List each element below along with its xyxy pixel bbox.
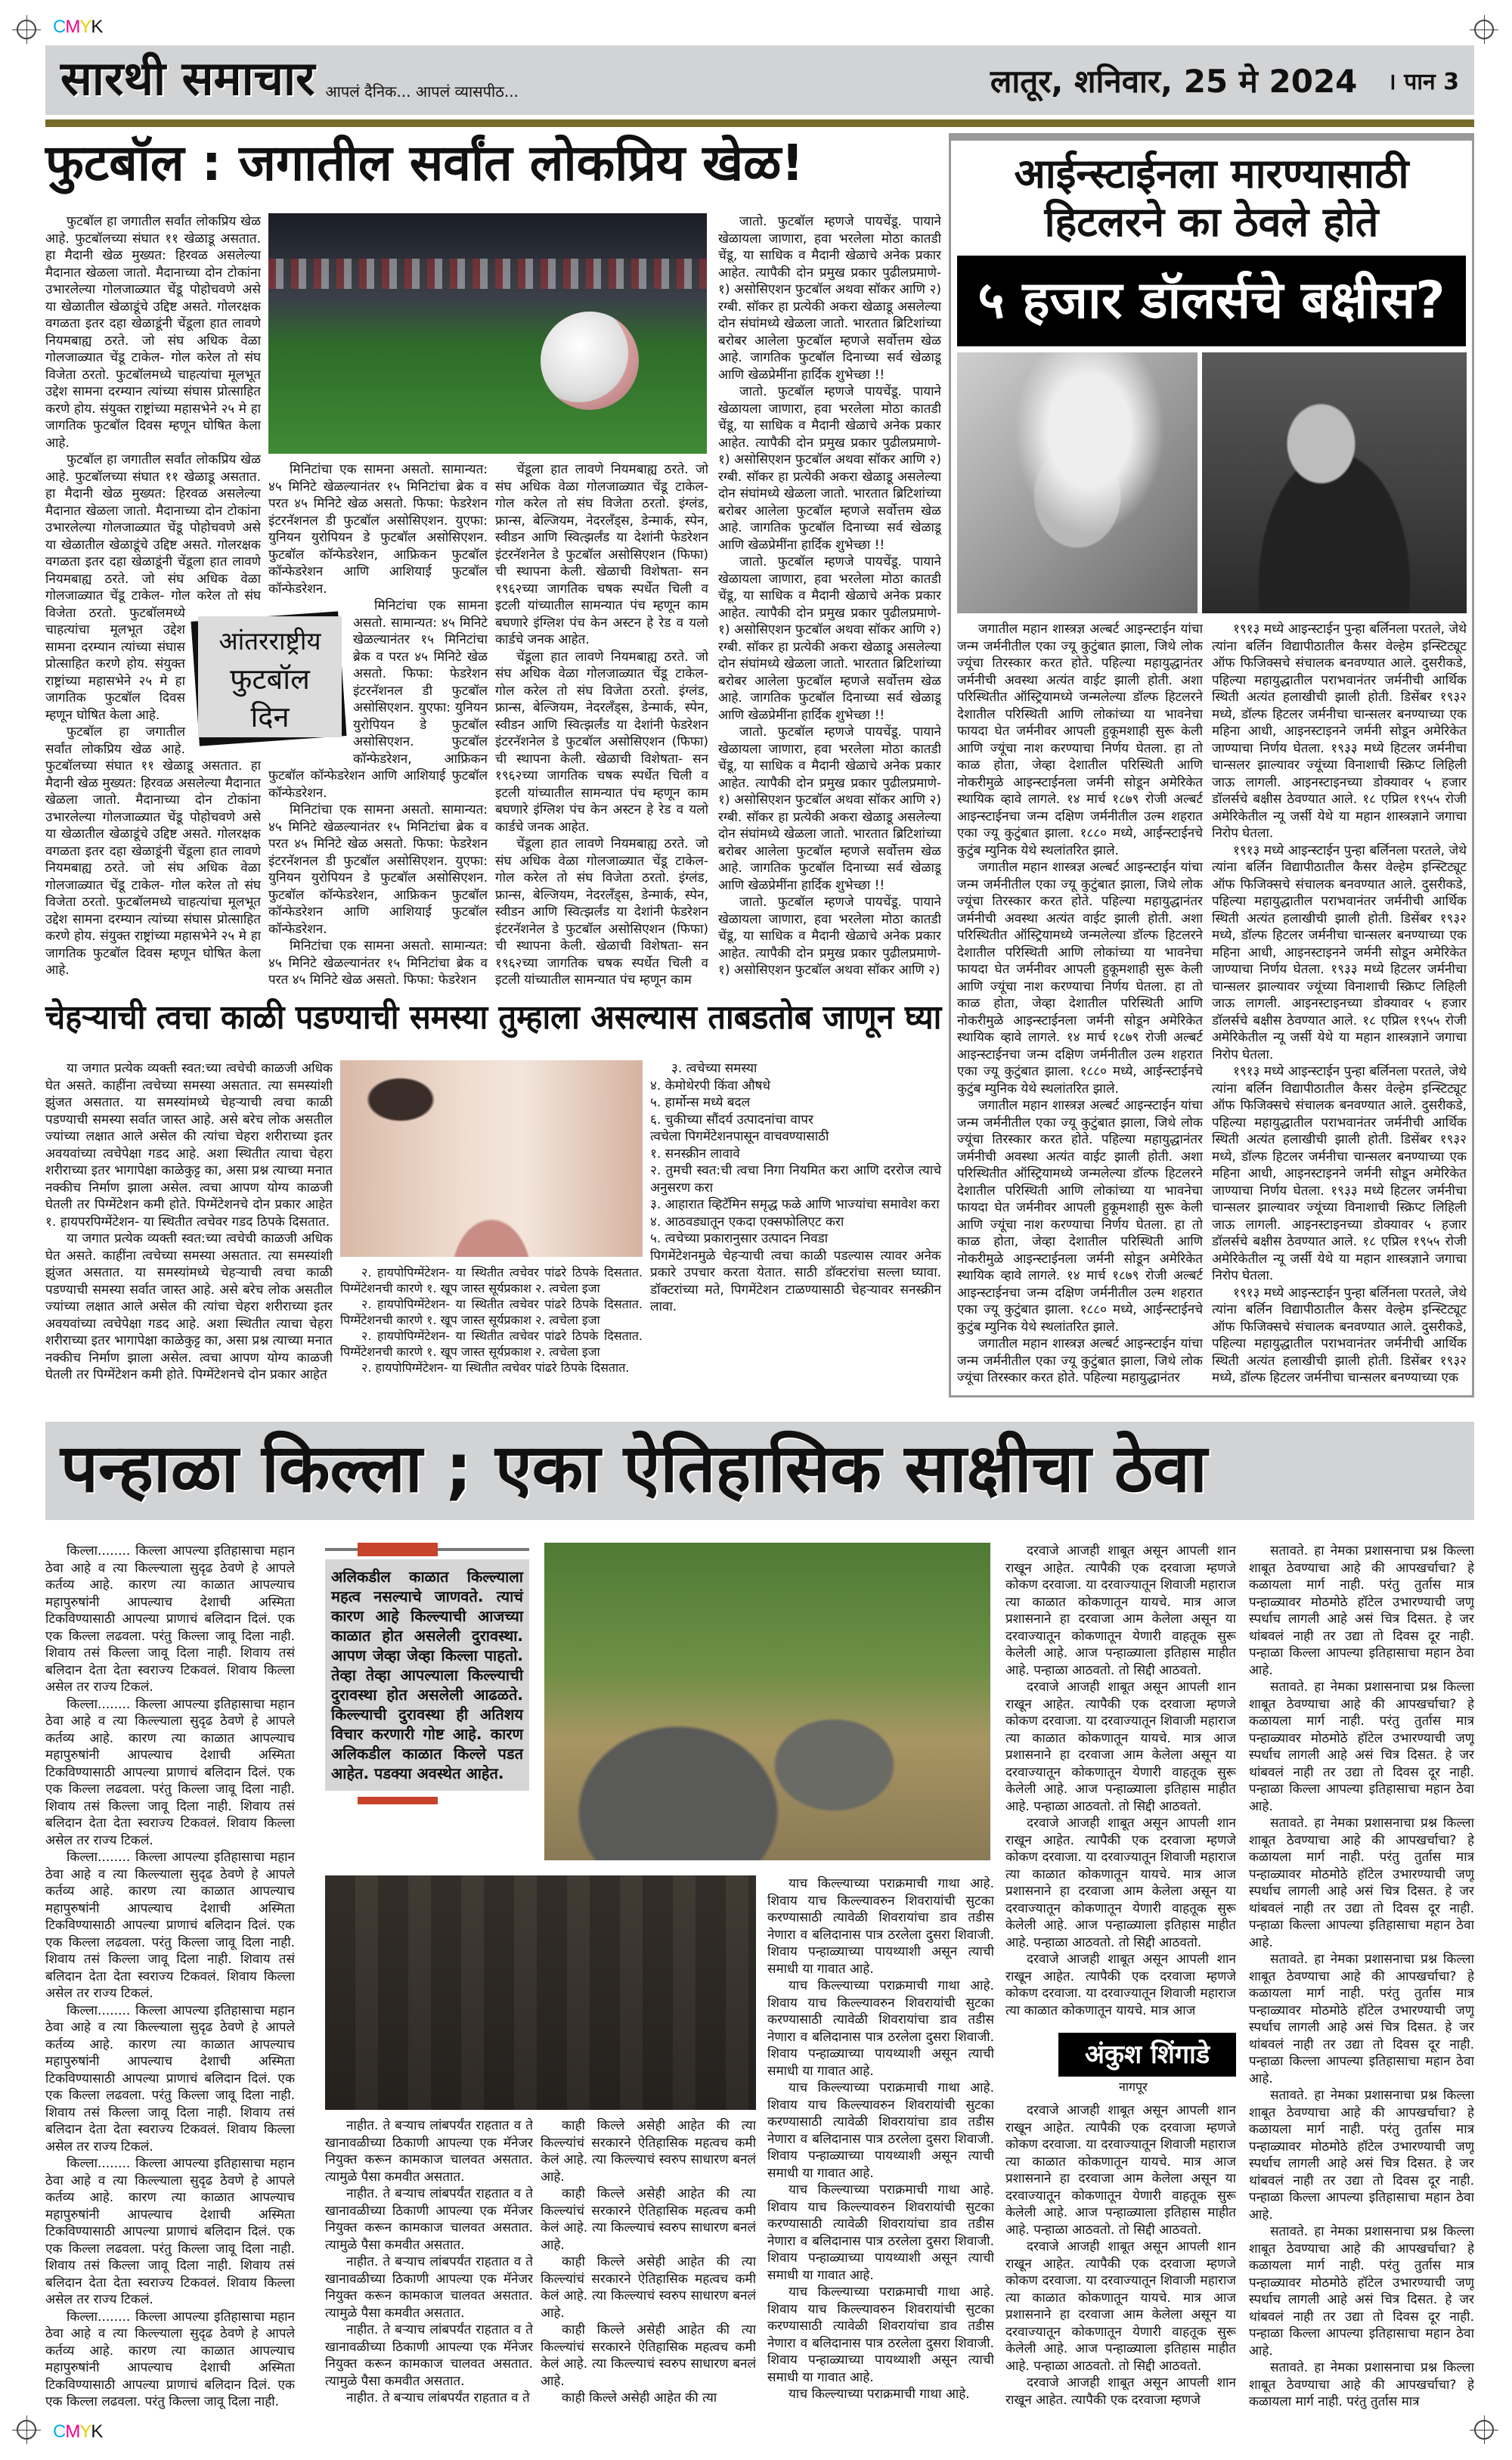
skin-headline: चेहऱ्याची त्वचा काळी पडण्याची समस्या तुम्हाला असल्यास ताबडतोब जाणून घ्या bbox=[45, 998, 942, 1037]
skin-col-3: ३. त्वचेच्या समस्या ४. केमोथेरपी किंवा औषधे ५. हार्मोन्स मध्ये बदल ६. चुकीच्या सौंदर्य उत्पादनांचा वापर त्वचेला पिगमेंटेशनपासून वाचवण्यासाठी १. सनस्क्रीन लावावे २. तुमची स्वत:ची त्वचा निगा नियमित करा आणि दररोज त्याचे अनुसरण करा ३. आहारात व्हिटॅमिन समृद्ध फळे आणि भाज्यांचा समावेश करा ४. आठवड्यातून एकदा एक्सफोलिएट करा ५. त्वचेच्या प्रकारानुसार उत्पादन निवडा पिगमेंटेशनमुळे चेहऱ्याची त्वचा काळी पडल्यास त्यावर अनेक प्रकारे उपचार करता येतात. साठी डॉक्टरांचा सल्ला घ्यावा. डॉक्टरांच्या मते, पिगमेंटेशन टाळण्यासाठी चेहऱ्यावर सनस्क्रीन लावा. bbox=[650, 1061, 941, 1314]
football-ball bbox=[541, 312, 639, 410]
masthead-left bbox=[60, 45, 519, 115]
masthead-right bbox=[990, 45, 1459, 115]
registration-mark bbox=[1474, 2420, 1494, 2440]
cmyk-mark: CMYK bbox=[53, 2421, 103, 2442]
fort-col-6: सतावते. हा नेमका प्रशासनाचा प्रश्न किल्ला शाबूत ठेवण्याचा आहे की आपखर्चाचा? हे कळायला मार्ग नाही. परंतु तुर्तास मात्र पन्हाळ्यावर मोठमोठे हॉटेल उभारण्याची जणू स्पर्धाच लागली आहे असं चित्र दिसत. हे जर थांबवलं नाही तर उद्या तो दिवस दूर नाही. पन्हाळा किल्ला आपल्या इतिहासाचा महान ठेवा आहे. सतावते. हा नेमका प्रशासनाचा प्रश्न किल्ला शाबूत ठेवण्याचा आहे की आपखर्चाचा? हे कळायला मार्ग नाही. परंतु तुर्तास मात्र पन्हाळ्यावर मोठमोठे हॉटेल उभारण्याची जणू स्पर्धाच लागली आहे असं चित्र दिसत. हे जर थांबवलं नाही तर उद्या तो दिवस दूर नाही. पन्हाळा किल्ला आपल्या इतिहासाचा महान ठेवा आहे. सतावते. हा नेमका प्रशासनाचा प्रश्न किल्ला शाबूत ठेवण्याचा आहे की आपखर्चाचा? हे कळायला मार्ग नाही. परंतु तुर्तास मात्र पन्हाळ्यावर मोठमोठे हॉटेल उभारण्याची जणू स्पर्धाच लागली आहे असं चित्र दिसत. हे जर थांबवलं नाही तर उद्या तो दिवस दूर नाही. पन्हाळा किल्ला आपल्या इतिहासाचा महान ठेवा आहे. सतावते. हा नेमका प्रशासनाचा प्रश्न किल्ला शाबूत ठेवण्याचा आहे की आपखर्चाचा? हे कळायला मार्ग नाही. परंतु तुर्तास मात्र पन्हाळ्यावर मोठमोठे हॉटेल उभारण्याची जणू स्पर्धाच लागली आहे असं चित्र दिसत. हे जर थांबवलं नाही तर उद्या तो दिवस दूर नाही. पन्हाळा किल्ला आपल्या इतिहासाचा महान ठेवा आहे. सतावते. हा नेमका प्रशासनाचा प्रश्न किल्ला शाबूत ठेवण्याचा आहे की आपखर्चाचा? हे कळायला मार्ग नाही. परंतु तुर्तास मात्र पन्हाळ्यावर मोठमोठे हॉटेल उभारण्याची जणू स्पर्धाच लागली आहे असं चित्र दिसत. हे जर थांबवलं नाही तर उद्या तो दिवस दूर नाही. पन्हाळा किल्ला आपल्या इतिहासाचा महान ठेवा आहे. सतावते. हा नेमका प्रशासनाचा प्रश्न किल्ला शाबूत ठेवण्याचा आहे की आपखर्चाचा? हे कळायला मार्ग नाही. परंतु तुर्तास मात्र पन्हाळ्यावर मोठमोठे हॉटेल उभारण्याची जणू स्पर्धाच लागली आहे असं चित्र दिसत. हे जर थांबवलं नाही तर उद्या तो दिवस दूर नाही. पन्हाळा किल्ला आपल्या इतिहासाचा महान ठेवा आहे. सतावते. हा नेमका प्रशासनाचा प्रश्न किल्ला शाबूत ठेवण्याचा आहे की आपखर्चाचा? हे कळायला मार्ग नाही. परंतु तुर्तास मात्र bbox=[1249, 1543, 1474, 2409]
fort-headline-band bbox=[45, 1422, 1474, 1520]
fort-col-5: दरवाजे आजही शाबूत असून आपली शान राखून आहेत. त्यापैकी एक दरवाजा म्हणजे कोकण दरवाजा. या दरवाज्यातून शिवाजी महाराज त्या काळात कोकणातून यायचे. मात्र आज प्रशासनाने हा दरवाजा आम केलेला असून या दरवाज्यातून कोकणातून येणारी वाहतूक सुरू केलेली आहे. आज पन्हाळ्याला इतिहास माहीत आहे. पन्हाळा आठवतो. तो सिद्दी आठवतो. दरवाजे आजही शाबूत असून आपली शान राखून आहेत. त्यापैकी एक दरवाजा म्हणजे कोकण दरवाजा. या दरवाज्यातून शिवाजी महाराज त्या काळात कोकणातून यायचे. मात्र आज प्रशासनाने हा दरवाजा आम केलेला असून या दरवाज्यातून कोकणातून येणारी वाहतूक सुरू केलेली आहे. आज पन्हाळ्याला इतिहास माहीत आहे. पन्हाळा आठवतो. तो सिद्दी आठवतो. दरवाजे आजही शाबूत असून आपली शान राखून आहेत. त्यापैकी एक दरवाजा म्हणजे कोकण दरवाजा. या दरवाज्यातून शिवाजी महाराज त्या काळात कोकणातून यायचे. मात्र आज प्रशासनाने हा दरवाजा आम केलेला असून या दरवाज्यातून कोकणातून येणारी वाहतूक सुरू केलेली आहे. आज पन्हाळ्याला इतिहास माहीत आहे. पन्हाळा आठवतो. तो सिद्दी आठवतो. दरवाजे आजही शाबूत असून आपली शान राखून आहेत. त्यापैकी एक दरवाजा म्हणजे कोकण दरवाजा. या दरवाज्यातून शिवाजी महाराज त्या काळात कोकणातून यायचे. मात्र आज bbox=[1005, 1543, 1236, 2018]
einstein-story-box bbox=[949, 133, 1474, 1398]
fort-col-2: नाहीत. ते बऱ्याच लांबपर्यंत राहतात व ते खानावळीच्या ठिकाणी आपल्या एक मॅनेजर नियुक्त करून कामकाज चालवत असतात. त्यामुळे पैसा कमवीत असतात. नाहीत. ते बऱ्याच लांबपर्यंत राहतात व ते खानावळीच्या ठिकाणी आपल्या एक मॅनेजर नियुक्त करून कामकाज चालवत असतात. त्यामुळे पैसा कमवीत असतात. नाहीत. ते बऱ्याच लांबपर्यंत राहतात व ते खानावळीच्या ठिकाणी आपल्या एक मॅनेजर नियुक्त करून कामकाज चालवत असतात. त्यामुळे पैसा कमवीत असतात. नाहीत. ते बऱ्याच लांबपर्यंत राहतात व ते खानावळीच्या ठिकाणी आपल्या एक मॅनेजर नियुक्त करून कामकाज चालवत असतात. त्यामुळे पैसा कमवीत असतात. नाहीत. ते बऱ्याच लांबपर्यंत राहतात व ते bbox=[325, 2118, 533, 2406]
cmyk-mark: CMYK bbox=[53, 17, 103, 37]
einstein-photo bbox=[957, 352, 1198, 613]
edition-date: लातूर, शनिवार, 25 मे 2024 bbox=[990, 62, 1358, 100]
registration-mark bbox=[1474, 20, 1494, 39]
fort-col-5b: दरवाजे आजही शाबूत असून आपली शान राखून आहेत. त्यापैकी एक दरवाजा म्हणजे कोकण दरवाजा. या दरवाज्यातून शिवाजी महाराज त्या काळात कोकणातून यायचे. मात्र आज प्रशासनाने हा दरवाजा आम केलेला असून या दरवाज्यातून कोकणातून येणारी वाहतूक सुरू केलेली आहे. आज पन्हाळ्याला इतिहास माहीत आहे. पन्हाळा आठवतो. तो सिद्दी आठवतो. दरवाजे आजही शाबूत असून आपली शान राखून आहेत. त्यापैकी एक दरवाजा म्हणजे कोकण दरवाजा. या दरवाज्यातून शिवाजी महाराज त्या काळात कोकणातून यायचे. मात्र आज प्रशासनाने हा दरवाजा आम केलेला असून या दरवाज्यातून कोकणातून येणारी वाहतूक सुरू केलेली आहे. आज पन्हाळ्याला इतिहास माहीत आहे. पन्हाळा आठवतो. तो सिद्दी आठवतो. दरवाजे आजही शाबूत असून आपली शान राखून आहेत. त्यापैकी एक दरवाजा म्हणजे bbox=[1005, 2103, 1236, 2408]
author-place: नागपूर bbox=[1119, 2080, 1148, 2094]
stepwell-photo bbox=[325, 1875, 756, 2110]
skin-col-1: या जगात प्रत्येक व्यक्ती स्वत:च्या त्वचेची काळजी अधिक घेत असते. काहींना त्वचेच्या समस्या असतात. त्या समस्यांशी झुंजत असतात. या समस्यांमध्ये चेहऱ्याची त्वचा काळी पडण्याची समस्या सर्वात जास्त आहे. असे बरेच लोक असतील ज्यांच्या लक्षात आले असेल की त्यांचा चेहरा शरीराच्या इतर अवयवांच्या त्वचेपेक्षा गडद आहे. अशा स्थितीत त्याचा चेहरा शरीराच्या इतर भागापेक्षा काळेकुट्ट का, असा प्रश्न त्याच्या मनात नक्कीच निर्माण झाला असेल. त्वचा आपण योग्य काळजी घेतली तर पिग्मेंटेशन कमी होते. पिग्मेंटेशनचे दोन प्रकार आहेत १. हायपरपिग्मेंटेशन- या स्थितीत त्वचेवर गडद ठिपके दिसतात. या जगात प्रत्येक व्यक्ती स्वत:च्या त्वचेची काळजी अधिक घेत असते. काहींना त्वचेच्या समस्या असतात. त्या समस्यांशी झुंजत असतात. या समस्यांमध्ये चेहऱ्याची त्वचा काळी पडण्याची समस्या सर्वात जास्त आहे. असे बरेच लोक असतील ज्यांच्या लक्षात आले असेल की त्यांचा चेहरा शरीराच्या इतर अवयवांच्या त्वचेपेक्षा गडद आहे. अशा स्थितीत त्याचा चेहरा शरीराच्या इतर भागापेक्षा काळेकुट्ट का, असा प्रश्न त्याच्या मनात नक्कीच निर्माण झाला असेल. त्वचा आपण योग्य काळजी घेतली तर पिग्मेंटेशन कमी होते. पिग्मेंटेशनचे दोन प्रकार आहेत bbox=[45, 1061, 333, 1382]
quote-top-rule bbox=[325, 1543, 529, 1559]
crowd bbox=[268, 259, 707, 289]
football-col-1: फुटबॉल हा जगातील सर्वांत लोकप्रिय खेळ आहे. फुटबॉलच्या संघात ११ खेळाडू असतात. हा मैदानी खेळ मुख्यत: हिरवळ असलेल्या मैदानात खेळला जातो. मैदानाच्या दोन टोकांना उभारलेल्या गोलजाळ्यात चेंडू पोहोचवणे असे या खेळातील खेळाडूंचे उद्दिष्ट असते. गोलरक्षक वगळता इतर दहा खेळाडूंनी चेंडूला हात लावणे नियमबाह्य ठरते. जो संघ अधिक वेळा गोलजाळ्यात चेंडू टाकेल- गोल करेल तो संघ विजेता ठरतो. फुटबॉलमध्ये चाहत्यांचा मूलभूत उद्देश सामना दरम्यान त्यांच्या संघास प्रोत्साहित करणे होय. संयुक्त राष्ट्रांच्या महासभेने २५ मे हा जागतिक फुटबॉल दिवस म्हणून घोषित केला आहे. फुटबॉल हा जगातील सर्वांत लोकप्रिय खेळ आहे. फुटबॉलच्या संघात ११ खेळाडू असतात. हा मैदानी खेळ मुख्यत: हिरवळ असलेल्या मैदानात खेळला जातो. मैदानाच्या दोन टोकांना उभारलेल्या गोलजाळ्यात चेंडू पोहोचवणे असे या खेळातील खेळाडूंचे उद्दिष्ट असते. गोलरक्षक वगळता इतर दहा खेळाडूंनी चेंडूला हात लावणे नियमबाह्य ठरते. जो संघ अधिक वेळा गोलजाळ्यात चेंडू टाकेल- गोल करेल तो संघ विजेता ठरतो. फुटबॉलमध्ये चाहत्यांचा मूलभूत उद्देश सामना दरम्यान त्यांच्या संघास प्रोत्साहित करणे होय. संयुक्त राष्ट्रांच्या महासभेने २५ मे हा जागतिक फुटबॉल दिवस म्हणून घोषित केला आहे. फुटबॉल हा जगातील सर्वांत लोकप्रिय खेळ आहे. फुटबॉलच्या संघात ११ खेळाडू असतात. हा मैदानी खेळ मुख्यत: हिरवळ असलेल्या मैदानात खेळला जातो. मैदानाच्या दोन टोकांना उभारलेल्या गोलजाळ्यात चेंडू पोहोचवणे असे या खेळातील खेळाडूंचे उद्दिष्ट असते. गोलरक्षक वगळता इतर दहा खेळाडूंनी चेंडूला हात लावणे नियमबाह्य ठरते. जो संघ अधिक वेळा गोलजाळ्यात चेंडू टाकेल- गोल करेल तो संघ विजेता ठरतो. फुटबॉलमध्ये चाहत्यांचा मूलभूत उद्देश सामना दरम्यान त्यांच्या संघास प्रोत्साहित करणे होय. संयुक्त राष्ट्रांच्या महासभेने २५ मे हा जागतिक फुटबॉल दिवस म्हणून घोषित केला आहे. bbox=[45, 214, 261, 978]
fort-pull-quote-wrap bbox=[325, 1543, 529, 1804]
divider-bar bbox=[45, 119, 1474, 127]
panhala-fort-photo bbox=[544, 1543, 990, 1860]
newspaper-title: सारथी समाचार bbox=[60, 51, 315, 106]
fort-col-1: किल्ला........ किल्ला आपल्या इतिहासाचा महान ठेवा आहे व त्या किल्ल्याला सुदृढ ठेवणे हे आपले कर्तव्य आहे. कारण त्या काळात आपल्याच महापुरुषांनी आपल्याच देशाची अस्मिता टिकविण्यासाठी आपल्या प्राणाचं बलिदान दिलं. एक एक किल्ला लढवला. परंतु किल्ला जावू दिला नाही. शिवाय तसं किल्ला जावू दिला नाही. शिवाय तसं बलिदान देता देता स्वराज्य टिकवलं. शिवाय किल्ला असेल तर राज्य टिकलं. किल्ला........ किल्ला आपल्या इतिहासाचा महान ठेवा आहे व त्या किल्ल्याला सुदृढ ठेवणे हे आपले कर्तव्य आहे. कारण त्या काळात आपल्याच महापुरुषांनी आपल्याच देशाची अस्मिता टिकविण्यासाठी आपल्या प्राणाचं बलिदान दिलं. एक एक किल्ला लढवला. परंतु किल्ला जावू दिला नाही. शिवाय तसं किल्ला जावू दिला नाही. शिवाय तसं बलिदान देता देता स्वराज्य टिकवलं. शिवाय किल्ला असेल तर राज्य टिकलं. किल्ला........ किल्ला आपल्या इतिहासाचा महान ठेवा आहे व त्या किल्ल्याला सुदृढ ठेवणे हे आपले कर्तव्य आहे. कारण त्या काळात आपल्याच महापुरुषांनी आपल्याच देशाची अस्मिता टिकविण्यासाठी आपल्या प्राणाचं बलिदान दिलं. एक एक किल्ला लढवला. परंतु किल्ला जावू दिला नाही. शिवाय तसं किल्ला जावू दिला नाही. शिवाय तसं बलिदान देता देता स्वराज्य टिकवलं. शिवाय किल्ला असेल तर राज्य टिकलं. किल्ला........ किल्ला आपल्या इतिहासाचा महान ठेवा आहे व त्या किल्ल्याला सुदृढ ठेवणे हे आपले कर्तव्य आहे. कारण त्या काळात आपल्याच महापुरुषांनी आपल्याच देशाची अस्मिता टिकविण्यासाठी आपल्या प्राणाचं बलिदान दिलं. एक एक किल्ला लढवला. परंतु किल्ला जावू दिला नाही. शिवाय तसं किल्ला जावू दिला नाही. शिवाय तसं बलिदान देता देता स्वराज्य टिकवलं. शिवाय किल्ला असेल तर राज्य टिकलं. किल्ला........ किल्ला आपल्या इतिहासाचा महान ठेवा आहे व त्या किल्ल्याला सुदृढ ठेवणे हे आपले कर्तव्य आहे. कारण त्या काळात आपल्याच महापुरुषांनी आपल्याच देशाची अस्मिता टिकविण्यासाठी आपल्या प्राणाचं बलिदान दिलं. एक एक किल्ला लढवला. परंतु किल्ला जावू दिला नाही. शिवाय तसं किल्ला जावू दिला नाही. शिवाय तसं बलिदान देता देता स्वराज्य टिकवलं. शिवाय किल्ला असेल तर राज्य टिकलं. किल्ला........ किल्ला आपल्या इतिहासाचा महान ठेवा आहे व त्या किल्ल्याला सुदृढ ठेवणे हे आपले कर्तव्य आहे. कारण त्या काळात आपल्याच महापुरुषांनी आपल्याच देशाची अस्मिता टिकविण्यासाठी आपल्या प्राणाचं बलिदान दिलं. एक एक किल्ला लढवला. परंतु किल्ला जावू दिला नाही. bbox=[45, 1543, 295, 2409]
masthead bbox=[45, 45, 1474, 115]
football-stadium-photo bbox=[268, 213, 707, 454]
registration-mark bbox=[17, 2420, 36, 2440]
fort-headline-wrap bbox=[60, 1429, 1459, 1507]
reward-banner: ५ हजार डॉलर्सचे बक्षीस? bbox=[978, 271, 1445, 330]
football-col-4: जातो. फुटबॉल म्हणजे पायचेंडू. पायाने खेळायला जाणारा, हवा भरलेला मोठा कातडी चेंडू, या साधिक व मैदानी खेळाचे अनेक प्रकार आहेत. त्यापैकी दोन प्रमुख प्रकार पुढीलप्रमाणे- १) असोसिएशन फुटबॉल अथवा सॉकर आणि २) रग्बी. सॉकर हा प्रत्येकी अकरा खेळाडू असलेल्या दोन संघांमध्ये खेळला जातो. भारतात ब्रिटिशांच्या बरोबर आलेला फुटबॉल म्हणजे सर्वोत्तम खेळ आहे. जागतिक फुटबॉल दिनाच्या सर्व खेळाडू आणि खेळप्रेमींना हार्दिक शुभेच्छा !! जातो. फुटबॉल म्हणजे पायचेंडू. पायाने खेळायला जाणारा, हवा भरलेला मोठा कातडी चेंडू, या साधिक व मैदानी खेळाचे अनेक प्रकार आहेत. त्यापैकी दोन प्रमुख प्रकार पुढीलप्रमाणे- १) असोसिएशन फुटबॉल अथवा सॉकर आणि २) रग्बी. सॉकर हा प्रत्येकी अकरा खेळाडू असलेल्या दोन संघांमध्ये खेळला जातो. भारतात ब्रिटिशांच्या बरोबर आलेला फुटबॉल म्हणजे सर्वोत्तम खेळ आहे. जागतिक फुटबॉल दिनाच्या सर्व खेळाडू आणि खेळप्रेमींना हार्दिक शुभेच्छा !! जातो. फुटबॉल म्हणजे पायचेंडू. पायाने खेळायला जाणारा, हवा भरलेला मोठा कातडी चेंडू, या साधिक व मैदानी खेळाचे अनेक प्रकार आहेत. त्यापैकी दोन प्रमुख प्रकार पुढीलप्रमाणे- १) असोसिएशन फुटबॉल अथवा सॉकर आणि २) रग्बी. सॉकर हा प्रत्येकी अकरा खेळाडू असलेल्या दोन संघांमध्ये खेळला जातो. भारतात ब्रिटिशांच्या बरोबर आलेला फुटबॉल म्हणजे सर्वोत्तम खेळ आहे. जागतिक फुटबॉल दिनाच्या सर्व खेळाडू आणि खेळप्रेमींना हार्दिक शुभेच्छा !! जातो. फुटबॉल म्हणजे पायचेंडू. पायाने खेळायला जाणारा, हवा भरलेला मोठा कातडी चेंडू, या साधिक व मैदानी खेळाचे अनेक प्रकार आहेत. त्यापैकी दोन प्रमुख प्रकार पुढीलप्रमाणे- १) असोसिएशन फुटबॉल अथवा सॉकर आणि २) रग्बी. सॉकर हा प्रत्येकी अकरा खेळाडू असलेल्या दोन संघांमध्ये खेळला जातो. भारतात ब्रिटिशांच्या बरोबर आलेला फुटबॉल म्हणजे सर्वोत्तम खेळ आहे. जागतिक फुटबॉल दिनाच्या सर्व खेळाडू आणि खेळप्रेमींना हार्दिक शुभेच्छा !! जातो. फुटबॉल म्हणजे पायचेंडू. पायाने खेळायला जाणारा, हवा भरलेला मोठा कातडी चेंडू, या साधिक व मैदानी खेळाचे अनेक प्रकार आहेत. त्यापैकी दोन प्रमुख प्रकार पुढीलप्रमाणे- १) असोसिएशन फुटबॉल अथवा सॉकर आणि २) bbox=[718, 214, 941, 978]
hitler-photo bbox=[1202, 352, 1467, 613]
fort-col-4: याच किल्ल्याच्या पराक्रमाची गाथा आहे. शिवाय याच किल्ल्यावरुन शिवरायांची सुटका करण्यासाठी त्यावेळी शिवरायांचा डाव तडीस नेणारा व बलिदानास पात्र ठरलेला दुसरा शिवाजी. शिवाय पन्हाळ्याच्या पायथ्याशी असून त्याची समाधी या गावात आहे. याच किल्ल्याच्या पराक्रमाची गाथा आहे. शिवाय याच किल्ल्यावरुन शिवरायांची सुटका करण्यासाठी त्यावेळी शिवरायांचा डाव तडीस नेणारा व बलिदानास पात्र ठरलेला दुसरा शिवाजी. शिवाय पन्हाळ्याच्या पायथ्याशी असून त्याची समाधी या गावात आहे. याच किल्ल्याच्या पराक्रमाची गाथा आहे. शिवाय याच किल्ल्यावरुन शिवरायांची सुटका करण्यासाठी त्यावेळी शिवरायांचा डाव तडीस नेणारा व बलिदानास पात्र ठरलेला दुसरा शिवाजी. शिवाय पन्हाळ्याच्या पायथ्याशी असून त्याची समाधी या गावात आहे. याच किल्ल्याच्या पराक्रमाची गाथा आहे. शिवाय याच किल्ल्यावरुन शिवरायांची सुटका करण्यासाठी त्यावेळी शिवरायांचा डाव तडीस नेणारा व बलिदानास पात्र ठरलेला दुसरा शिवाजी. शिवाय पन्हाळ्याच्या पायथ्याशी असून त्याची समाधी या गावात आहे. याच किल्ल्याच्या पराक्रमाची गाथा आहे. शिवाय याच किल्ल्यावरुन शिवरायांची सुटका करण्यासाठी त्यावेळी शिवरायांचा डाव तडीस नेणारा व बलिदानास पात्र ठरलेला दुसरा शिवाजी. शिवाय पन्हाळ्याच्या पायथ्याशी असून त्याची समाधी या गावात आहे. याच किल्ल्याच्या पराक्रमाची गाथा आहे. bbox=[767, 1876, 994, 2402]
football-col-2: मिनिटांचा एक सामना असतो. सामान्यत: ४५ मिनिटे खेळल्यानंतर १५ मिनिटांचा ब्रेक व परत ४५ मिनिटे खेळ असतो. फिफा: फेडरेशन इंटरनॅशनल डी फुटबॉल असोसिएशन. युएफा: युनियन युरोपियन डे फुटबॉल असोसिएशन. फुटबॉल कॉन्फेडरेशन, आफ्रिकन फुटबॉल कॉन्फेडरेशन आणि आशियाई फुटबॉल कॉन्फेडरेशन. मिनिटांचा एक सामना असतो. सामान्यत: ४५ मिनिटे खेळल्यानंतर १५ मिनिटांचा ब्रेक व परत ४५ मिनिटे खेळ असतो. फिफा: फेडरेशन इंटरनॅशनल डी फुटबॉल असोसिएशन. युएफा: युनियन युरोपियन डे फुटबॉल असोसिएशन. फुटबॉल कॉन्फेडरेशन, आफ्रिकन फुटबॉल कॉन्फेडरेशन आणि आशियाई फुटबॉल कॉन्फेडरेशन. मिनिटांचा एक सामना असतो. सामान्यत: ४५ मिनिटे खेळल्यानंतर १५ मिनिटांचा ब्रेक व परत ४५ मिनिटे खेळ असतो. फिफा: फेडरेशन इंटरनॅशनल डी फुटबॉल असोसिएशन. युएफा: युनियन युरोपियन डे फुटबॉल असोसिएशन. फुटबॉल कॉन्फेडरेशन, आफ्रिकन फुटबॉल कॉन्फेडरेशन आणि आशियाई फुटबॉल कॉन्फेडरेशन. मिनिटांचा एक सामना असतो. सामान्यत: ४५ मिनिटे खेळल्यानंतर १५ मिनिटांचा ब्रेक व परत ४५ मिनिटे खेळ असतो. फिफा: फेडरेशन bbox=[268, 462, 488, 988]
skin-headline-wrap bbox=[45, 1000, 941, 1047]
reward-banner-box bbox=[957, 256, 1466, 346]
football-headline: फुटबॉल : जगातील सर्वांत लोकप्रिय खेळ! bbox=[45, 134, 804, 192]
fort-headline: पन्हाळा किल्ला ; एका ऐतिहासिक साक्षीचा ठेवा bbox=[60, 1429, 1207, 1507]
football-day-box: आंतरराष्ट्रीय फुटबॉल दिन bbox=[198, 616, 342, 737]
football-headline-wrap bbox=[45, 136, 941, 204]
registration-mark bbox=[17, 20, 36, 39]
author-byline: अंकुश शिंगाडे bbox=[1084, 2040, 1210, 2070]
einstein-col-2: १९१३ मध्ये आइन्स्टाईन पुन्हा बर्लिनला परतले, जेथे त्यांना बर्लिन विद्यापीठातील कैसर वेल्हेम इन्स्टिट्यूट ऑफ फिजिक्सचे संचालक बनवण्यात आले. दुसरीकडे, पहिल्या महायुद्धातील पराभवानंतर जर्मनीची आर्थिक स्थिती अत्यंत हलाखीची झाली होती. डिसेंबर १९३२ मध्ये, डॉल्फ हिटलर जर्मनीचा चान्सलर बनण्याच्या एक महिना आधी, आइनस्टाइनने जर्मनी सोडून अमेरिकेत जाण्याचा निर्णय घेतला. १९३३ मध्ये हिटलर जर्मनीचा चान्सलर झाल्यावर ज्यूंच्या विनाशाची स्क्रिप्ट लिहिली जाऊ लागली. आइनस्टाइनच्या डोक्यावर ५ हजार डॉलर्सचे बक्षीस ठेवण्यात आले. १८ एप्रिल १९५५ रोजी अमेरिकेतील न्यू जर्सी येथे या महान शास्त्रज्ञाने जगाचा निरोप घेतला. १९१३ मध्ये आइन्स्टाईन पुन्हा बर्लिनला परतले, जेथे त्यांना बर्लिन विद्यापीठातील कैसर वेल्हेम इन्स्टिट्यूट ऑफ फिजिक्सचे संचालक बनवण्यात आले. दुसरीकडे, पहिल्या महायुद्धातील पराभवानंतर जर्मनीची आर्थिक स्थिती अत्यंत हलाखीची झाली होती. डिसेंबर १९३२ मध्ये, डॉल्फ हिटलर जर्मनीचा चान्सलर बनण्याच्या एक महिना आधी, आइनस्टाइनने जर्मनी सोडून अमेरिकेत जाण्याचा निर्णय घेतला. १९३३ मध्ये हिटलर जर्मनीचा चान्सलर झाल्यावर ज्यूंच्या विनाशाची स्क्रिप्ट लिहिली जाऊ लागली. आइनस्टाइनच्या डोक्यावर ५ हजार डॉलर्सचे बक्षीस ठेवण्यात आले. १८ एप्रिल १९५५ रोजी अमेरिकेतील न्यू जर्सी येथे या महान शास्त्रज्ञाने जगाचा निरोप घेतला. १९१३ मध्ये आइन्स्टाईन पुन्हा बर्लिनला परतले, जेथे त्यांना बर्लिन विद्यापीठातील कैसर वेल्हेम इन्स्टिट्यूट ऑफ फिजिक्सचे संचालक बनवण्यात आले. दुसरीकडे, पहिल्या महायुद्धातील पराभवानंतर जर्मनीची आर्थिक स्थिती अत्यंत हलाखीची झाली होती. डिसेंबर १९३२ मध्ये, डॉल्फ हिटलर जर्मनीचा चान्सलर बनण्याच्या एक महिना आधी, आइनस्टाइनने जर्मनी सोडून अमेरिकेत जाण्याचा निर्णय घेतला. १९३३ मध्ये हिटलर जर्मनीचा चान्सलर झाल्यावर ज्यूंच्या विनाशाची स्क्रिप्ट लिहिली जाऊ लागली. आइनस्टाइनच्या डोक्यावर ५ हजार डॉलर्सचे बक्षीस ठेवण्यात आले. १८ एप्रिल १९५५ रोजी अमेरिकेतील न्यू जर्सी येथे या महान शास्त्रज्ञाने जगाचा निरोप घेतला. १९१३ मध्ये आइन्स्टाईन पुन्हा बर्लिनला परतले, जेथे त्यांना बर्लिन विद्यापीठातील कैसर वेल्हेम इन्स्टिट्यूट ऑफ फिजिक्सचे संचालक बनवण्यात आले. दुसरीकडे, पहिल्या महायुद्धातील पराभवानंतर जर्मनीची आर्थिक स्थिती अत्यंत हलाखीची झाली होती. डिसेंबर १९३२ मध्ये, डॉल्फ हिटलर जर्मनीचा चान्सलर बनण्याच्या एक bbox=[1212, 622, 1467, 1385]
skin-col-2: २. हायपोपिग्मेंटेशन- या स्थितीत त्वचेवर पांढरे ठिपके दिसतात. पिग्मेंटेशनची कारणे १. खूप जास्त सूर्यप्रकाश २. त्वचेला इजा २. हायपोपिग्मेंटेशन- या स्थितीत त्वचेवर पांढरे ठिपके दिसतात. पिग्मेंटेशनची कारणे १. खूप जास्त सूर्यप्रकाश २. त्वचेला इजा २. हायपोपिग्मेंटेशन- या स्थितीत त्वचेवर पांढरे ठिपके दिसतात. पिग्मेंटेशनची कारणे १. खूप जास्त सूर्यप्रकाश २. त्वचेला इजा २. हायपोपिग्मेंटेशन- या स्थितीत त्वचेवर पांढरे ठिपके दिसतात. bbox=[340, 1265, 643, 1375]
fort-pull-quote: अलिकडील काळात किल्ल्याला महत्व नसल्याचे जाणवते. त्याचं कारण आहे किल्ल्याची आजच्या काळात होत असलेली दुरावस्था. आपण जेव्हा जेव्हा किल्ला पाहतो. तेव्हा तेव्हा आपल्याला किल्ल्याची दुरावस्था होत असलेली आढळते. किल्ल्याची दुरावस्था ही अतिशय विचार करणारी गोष्ट आहे. कारण अलिकडील काळात किल्ले पडत आहेत. पडक्या अवस्थेत आहेत. bbox=[325, 1559, 529, 1791]
quote-accent bbox=[358, 1797, 438, 1804]
fort-col-3: काही किल्ले असेही आहेत की त्या किल्ल्यांचं सरकारने ऐतिहासिक महत्वच कमी केलं आहे. त्या किल्ल्याचं स्वरुप साधारण बनलं आहे. काही किल्ले असेही आहेत की त्या किल्ल्यांचं सरकारने ऐतिहासिक महत्वच कमी केलं आहे. त्या किल्ल्याचं स्वरुप साधारण बनलं आहे. काही किल्ले असेही आहेत की त्या किल्ल्यांचं सरकारने ऐतिहासिक महत्वच कमी केलं आहे. त्या किल्ल्याचं स्वरुप साधारण बनलं आहे. काही किल्ले असेही आहेत की त्या किल्ल्यांचं सरकारने ऐतिहासिक महत्वच कमी केलं आहे. त्या किल्ल्याचं स्वरुप साधारण बनलं आहे. काही किल्ले असेही आहेत की त्या bbox=[541, 2118, 756, 2406]
face-skin-photo bbox=[340, 1060, 643, 1257]
tagline: आपलं दैनिक... आपलं व्यासपीठ... bbox=[325, 82, 519, 101]
quote-accent bbox=[358, 1543, 438, 1556]
football-col-3: चेंडूला हात लावणे नियमबाह्य ठरते. जो संघ अधिक वेळा गोलजाळ्यात चेंडू टाकेल- गोल करेल तो संघ विजेता ठरतो. इंग्लंड, फ्रान्स, बेल्जियम, नेदरलँड्स, डेन्मार्क, स्पेन, स्वीडन आणि स्वित्झर्लंड या देशांनी फेडरेशन इंटरनॅशनेल डे फुटबॉल असोसिएशन (फिफा) ची स्थापना केली. खेळाची विशेषता- सन १९६२च्या जागतिक चषक स्पर्धेत चिली व इटली यांच्यातील सामन्यात पंच म्हणून काम बघणारे इंग्लिश पंच केन अस्टन हे रेड व यलो कार्डचे जनक आहेत. चेंडूला हात लावणे नियमबाह्य ठरते. जो संघ अधिक वेळा गोलजाळ्यात चेंडू टाकेल- गोल करेल तो संघ विजेता ठरतो. इंग्लंड, फ्रान्स, बेल्जियम, नेदरलँड्स, डेन्मार्क, स्पेन, स्वीडन आणि स्वित्झर्लंड या देशांनी फेडरेशन इंटरनॅशनेल डे फुटबॉल असोसिएशन (फिफा) ची स्थापना केली. खेळाची विशेषता- सन १९६२च्या जागतिक चषक स्पर्धेत चिली व इटली यांच्यातील सामन्यात पंच म्हणून काम बघणारे इंग्लिश पंच केन अस्टन हे रेड व यलो कार्डचे जनक आहेत. चेंडूला हात लावणे नियमबाह्य ठरते. जो संघ अधिक वेळा गोलजाळ्यात चेंडू टाकेल- गोल करेल तो संघ विजेता ठरतो. इंग्लंड, फ्रान्स, बेल्जियम, नेदरलँड्स, डेन्मार्क, स्पेन, स्वीडन आणि स्वित्झर्लंड या देशांनी फेडरेशन इंटरनॅशनेल डे फुटबॉल असोसिएशन (फिफा) ची स्थापना केली. खेळाची विशेषता- सन १९६२च्या जागतिक चषक स्पर्धेत चिली व इटली यांच्यातील सामन्यात पंच म्हणून काम bbox=[495, 462, 708, 988]
page-number: । पान 3 bbox=[1387, 68, 1459, 95]
einstein-col-1: जगातील महान शास्त्रज्ञ अल्बर्ट आइन्स्टाईन यांचा जन्म जर्मनीतील एका ज्यू कुटुंबात झाला, जिथे लोक ज्यूंचा तिरस्कार करत होते. पहिल्या महायुद्धानंतर जर्मनीची अवस्था अत्यंत वाईट झाली होती. अशा परिस्थितीत ऑस्ट्रियामध्ये जन्मलेल्या डॉल्फ हिटलरने देशातील परिस्थिती आणि लोकांच्या या भावनेचा फायदा घेत जर्मनीवर आपली हुकूमशाही सुरू केली आणि ज्यूंचा नाश करण्याचा निर्णय घेतला. हा तो काळ होता, जेव्हा देशातील परिस्थिती आणि नोकरीमुळे आइन्स्टाईनला जर्मनी सोडून अमेरिकेत स्थायिक व्हावे लागले. १४ मार्च १८७९ रोजी अल्बर्ट आइन्स्टाईनचा जन्म दक्षिण जर्मनीतील उल्म शहरात एका ज्यू कुटुंबात झाला. १८८० मध्ये, आईन्स्टाईनचे कुटुंब म्युनिक येथे स्थलांतरित झाले. जगातील महान शास्त्रज्ञ अल्बर्ट आइन्स्टाईन यांचा जन्म जर्मनीतील एका ज्यू कुटुंबात झाला, जिथे लोक ज्यूंचा तिरस्कार करत होते. पहिल्या महायुद्धानंतर जर्मनीची अवस्था अत्यंत वाईट झाली होती. अशा परिस्थितीत ऑस्ट्रियामध्ये जन्मलेल्या डॉल्फ हिटलरने देशातील परिस्थिती आणि लोकांच्या या भावनेचा फायदा घेत जर्मनीवर आपली हुकूमशाही सुरू केली आणि ज्यूंचा नाश करण्याचा निर्णय घेतला. हा तो काळ होता, जेव्हा देशातील परिस्थिती आणि नोकरीमुळे आइन्स्टाईनला जर्मनी सोडून अमेरिकेत स्थायिक व्हावे लागले. १४ मार्च १८७९ रोजी अल्बर्ट आइन्स्टाईनचा जन्म दक्षिण जर्मनीतील उल्म शहरात एका ज्यू कुटुंबात झाला. १८८० मध्ये, आईन्स्टाईनचे कुटुंब म्युनिक येथे स्थलांतरित झाले. जगातील महान शास्त्रज्ञ अल्बर्ट आइन्स्टाईन यांचा जन्म जर्मनीतील एका ज्यू कुटुंबात झाला, जिथे लोक ज्यूंचा तिरस्कार करत होते. पहिल्या महायुद्धानंतर जर्मनीची अवस्था अत्यंत वाईट झाली होती. अशा परिस्थितीत ऑस्ट्रियामध्ये जन्मलेल्या डॉल्फ हिटलरने देशातील परिस्थिती आणि लोकांच्या या भावनेचा फायदा घेत जर्मनीवर आपली हुकूमशाही सुरू केली आणि ज्यूंचा नाश करण्याचा निर्णय घेतला. हा तो काळ होता, जेव्हा देशातील परिस्थिती आणि नोकरीमुळे आइन्स्टाईनला जर्मनी सोडून अमेरिकेत स्थायिक व्हावे लागले. १४ मार्च १८७९ रोजी अल्बर्ट आइन्स्टाईनचा जन्म दक्षिण जर्मनीतील उल्म शहरात एका ज्यू कुटुंबात झाला. १८८० मध्ये, आईन्स्टाईनचे कुटुंब म्युनिक येथे स्थलांतरित झाले. जगातील महान शास्त्रज्ञ अल्बर्ट आइन्स्टाईन यांचा जन्म जर्मनीतील एका ज्यू कुटुंबात झाला, जिथे लोक ज्यूंचा तिरस्कार करत होते. पहिल्या महायुद्धानंतर bbox=[957, 622, 1203, 1385]
einstein-headline: आईन्स्टाईनला मारण्यासाठी हिटलरने का ठेवले होते bbox=[1014, 150, 1409, 246]
author-byline-box bbox=[1058, 2033, 1236, 2077]
